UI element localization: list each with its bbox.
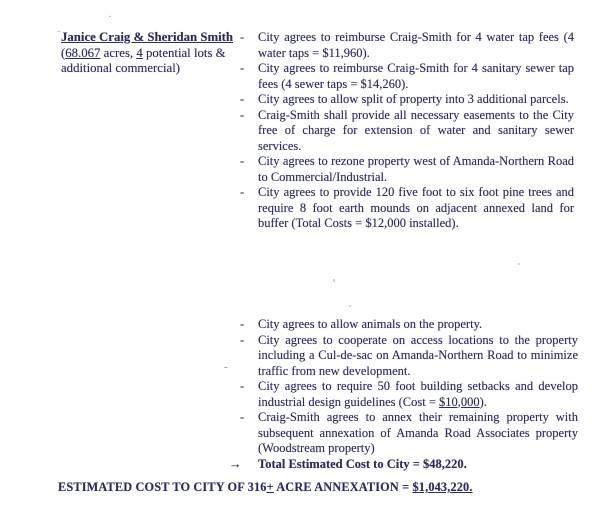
term-item (240, 108, 574, 155)
text-segment: Total Estimated Cost to City = $48,220. (258, 456, 467, 471)
text-segment: ). (479, 394, 487, 409)
term-item (240, 333, 578, 380)
scan-speck (518, 263, 520, 265)
text-segment: ACRE ANNEXATION = (273, 480, 413, 494)
dash-marker-icon: - (240, 317, 245, 331)
term-item (240, 61, 574, 92)
term-text (258, 333, 578, 380)
text-segment: City agrees to cooperate on access locations to the property including a Cul-de-sac on Amanda-Northern Road to minimize traffic from new development. (258, 332, 578, 378)
scan-speck (333, 279, 335, 282)
term-item (240, 154, 574, 185)
text-segment: potential lots & additional commercial) (61, 45, 226, 75)
underlined-text-segment: 4 (136, 45, 143, 60)
term-text (258, 410, 578, 457)
underlined-text-segment: 68.067 (65, 45, 101, 60)
term-text (258, 317, 578, 333)
term-item (229, 456, 578, 473)
term-text (258, 30, 574, 61)
text-segment: City agrees to allow animals on the property. (258, 317, 483, 331)
term-item (240, 317, 578, 333)
dash-marker-icon: - (240, 61, 245, 75)
term-text (258, 61, 574, 92)
dash-marker-icon: - (240, 185, 245, 199)
scan-dash-artifact: - (224, 361, 228, 373)
party-name: Janice Craig & Sheridan Smith (61, 30, 234, 44)
term-text (258, 92, 574, 108)
underlined-text-segment: $1,043,220. (412, 480, 473, 494)
text-segment: City agrees to reimburse Craig-Smith for 4 water tap fees (4 water taps = $11,960). (258, 30, 574, 60)
dash-marker-icon: - (240, 107, 245, 122)
text-segment: acres, (100, 45, 137, 60)
terms-list-secondary (229, 317, 578, 472)
term-text (258, 108, 574, 155)
term-item (240, 185, 574, 232)
term-item (240, 379, 578, 410)
party-details (61, 46, 247, 77)
text-segment: ESTIMATED COST TO CITY OF 316 (58, 480, 267, 494)
estimated-cost-summary (58, 480, 582, 495)
terms-list-primary (240, 30, 574, 232)
dash-marker-icon: - (240, 30, 245, 44)
text-segment: City agrees to provide 120 five foot to six foot pine trees and require 8 foot earth mounds on adjacent annexed land for buffer (Total Costs = $12,000 installed). (258, 185, 574, 230)
scan-speck (349, 305, 351, 307)
text-segment: City agrees to reimburse Craig-Smith for 4 sanitary sewer tap fees (4 sewer taps = $14,260). (258, 61, 574, 91)
scan-tick-artifact: · (57, 26, 61, 38)
arrow-marker-icon: → (229, 456, 242, 471)
dash-marker-icon: - (240, 410, 245, 424)
text-segment: City agrees to allow split of property into 3 additional parcels. (258, 92, 569, 106)
text-segment: City agrees to require 50 foot building setbacks and develop industrial design guidelines (Cost = (258, 379, 578, 409)
text-segment: Craig-Smith agrees to annex their remaining property with subsequent annexation of Amanda Road Associates property (Woodstream property) (258, 410, 578, 455)
term-text (258, 154, 574, 185)
dash-marker-icon: - (240, 332, 245, 347)
term-text (258, 379, 578, 410)
text-segment: Craig-Smith shall provide all necessary easements to the City free of charge for extension of water and sanitary sewer services. (258, 107, 574, 153)
dash-marker-icon: - (240, 92, 245, 106)
dash-marker-icon: - (240, 379, 245, 393)
term-item (240, 410, 578, 457)
underlined-text-segment: $10,000 (439, 394, 480, 409)
text-segment: City agrees to rezone property west of Amanda-Northern Road to Commercial/Industrial. (258, 154, 574, 184)
party-block (61, 30, 247, 77)
underlined-text-segment: + (266, 480, 274, 494)
term-item (240, 30, 574, 61)
text-segment: ( (61, 45, 66, 60)
scan-dot-artifact: · (108, 11, 112, 23)
term-item (240, 92, 574, 108)
term-text (258, 185, 574, 232)
term-text (258, 457, 578, 473)
dash-marker-icon: - (240, 154, 245, 168)
